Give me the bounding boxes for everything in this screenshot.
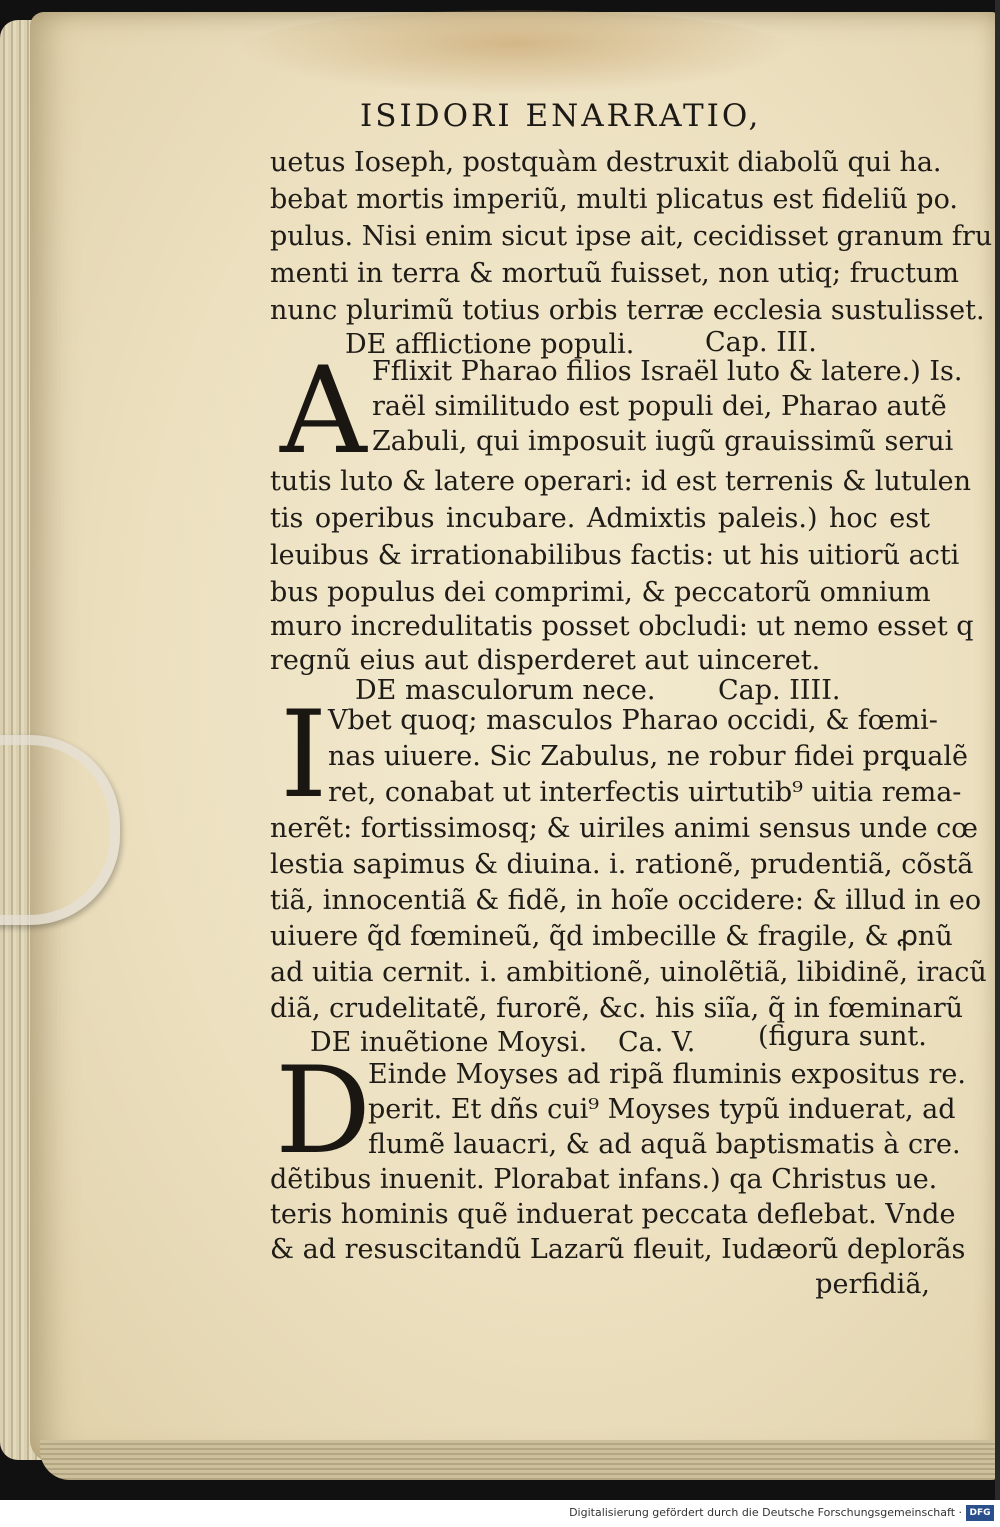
text-line: Einde Moyses ad ripã fluminis expositus re. bbox=[368, 1059, 966, 1090]
text-line: tis operibus incubare. Admixtis paleis.) hoc est bbox=[270, 503, 930, 534]
text-line: nas uiuere. Sic Zabulus, ne robur fidei prꝗualẽ bbox=[328, 741, 968, 772]
text-line: ad uitia cernit. i. ambitionẽ, uinolẽtiã, libidinẽ, iracũ bbox=[270, 957, 987, 988]
text-line: nerẽt: fortissimosq; & uiriles animi sensus unde cœ bbox=[270, 813, 978, 844]
chapter-number: Ca. V. bbox=[618, 1027, 696, 1058]
text-line: & ad resuscitandũ Lazarũ fleuit, Iudæorũ deplorãs bbox=[270, 1234, 966, 1265]
text-line: raël similitudo est populi dei, Pharao autẽ bbox=[372, 391, 947, 422]
text-line: nunc plurimũ totius orbis terræ ecclesia sustulisset. bbox=[270, 295, 985, 326]
text-line: Zabuli, qui imposuit iugũ grauissimũ serui bbox=[372, 426, 954, 457]
text-line: menti in terra & mortuũ fuisset, non utiq; fructum bbox=[270, 258, 959, 289]
text-line: perit. Et dñs cui⁹ Moyses typũ induerat, ad bbox=[368, 1094, 956, 1125]
chapter-number: Cap. IIII. bbox=[718, 675, 841, 706]
text-line: regnũ eius aut disperderet aut uinceret. bbox=[270, 645, 821, 676]
funding-credit: Digitalisierung gefördert durch die Deutsche Forschungsgemeinschaft · bbox=[569, 1506, 962, 1519]
text-line: uetus Ioseph, postquàm destruxit diabolũ qui ha. bbox=[270, 147, 942, 178]
text-line: flumẽ lauacri, & ad aquã baptismatis à cre. bbox=[368, 1129, 961, 1160]
digitization-footer bbox=[0, 1500, 1000, 1527]
text-line: dẽtibus inuenit. Plorabat infans.) qa Christus ue. bbox=[270, 1164, 938, 1195]
text-line: Fflixit Pharao filios Israël luto & latere.) Is. bbox=[372, 356, 963, 387]
text-line: bebat mortis imperiũ, multi plicatus est fideliũ po. bbox=[270, 184, 958, 215]
drop-cap-initial: A bbox=[280, 342, 367, 481]
running-head: ISIDORI ENARRATIO, bbox=[360, 98, 762, 134]
text-line: Vbet quoq; masculos Pharao occidi, & fœmi- bbox=[328, 705, 938, 736]
text-line: perfidiã, bbox=[815, 1269, 930, 1300]
text-line: tutis luto & latere operari: id est terrenis & lutulen bbox=[270, 466, 971, 497]
text-line: uiuere q̃d fœmineũ, q̃d imbecille & fragile, & ꝓnũ bbox=[270, 921, 953, 952]
dfg-logo: DFG bbox=[966, 1505, 994, 1521]
drop-cap-initial: D bbox=[275, 1042, 372, 1181]
book-bottom-edges bbox=[40, 1440, 998, 1480]
heading-continuation: (figura sunt. bbox=[758, 1021, 927, 1052]
chapter-number: Cap. III. bbox=[705, 327, 817, 358]
text-line: bus populus dei comprimi, & peccatorũ omnium bbox=[270, 577, 931, 608]
drop-cap-initial: I bbox=[280, 686, 328, 825]
text-line: leuibus & irrationabilibus factis: ut his uitiorũ acti bbox=[270, 540, 960, 571]
text-line: diã, crudelitatẽ, furorẽ, &c. his siĩa, q̃ in fœminarũ bbox=[270, 993, 964, 1024]
text-line: teris hominis quẽ induerat peccata deflebat. Vnde bbox=[270, 1199, 956, 1230]
chapter-heading: DE masculorum nece. bbox=[355, 675, 656, 706]
text-line: lestia sapimus & diuina. i. rationẽ, prudentiã, cõstã bbox=[270, 849, 974, 880]
text-line: ret, conabat ut interfectis uirtutib⁹ uitia rema- bbox=[328, 777, 962, 808]
chapter-heading: DE afflictione populi. bbox=[345, 329, 635, 360]
scan-border bbox=[995, 0, 1000, 1500]
text-line: muro incredulitatis posset obcludi: ut nemo esset q bbox=[270, 611, 974, 642]
water-stain bbox=[235, 10, 795, 95]
text-line: tiã, innocentiã & fidẽ, in hoĩe occidere: & illud in eo bbox=[270, 885, 982, 916]
chapter-heading: DE inuẽtione Moysi. bbox=[310, 1027, 588, 1058]
text-line: pulus. Nisi enim sicut ipse ait, cecidisset granum fru bbox=[270, 221, 993, 252]
